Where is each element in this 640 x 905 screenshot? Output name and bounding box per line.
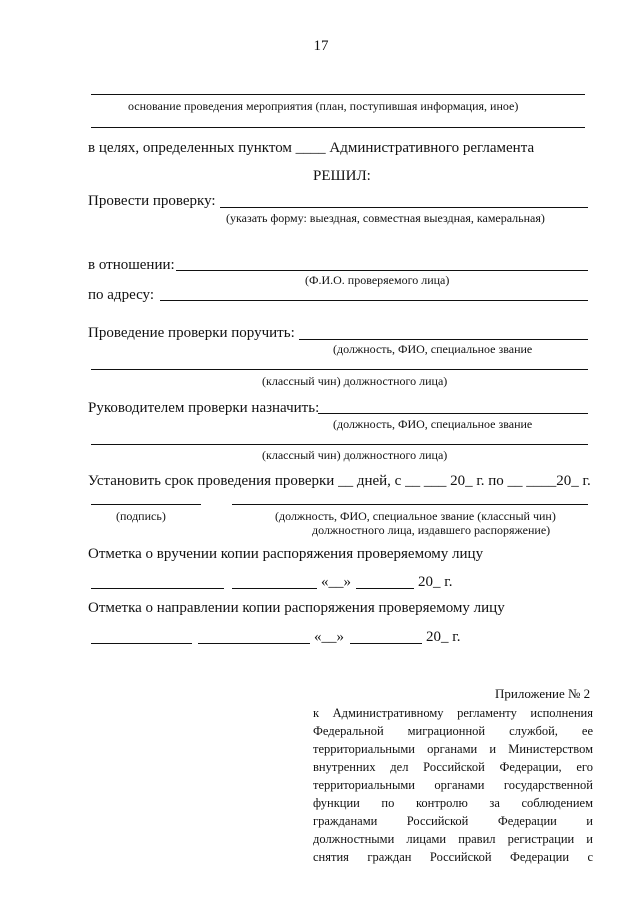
appendix-line: Федеральной миграционной службой, ее bbox=[313, 724, 593, 738]
delivery-label: Отметка о вручении копии распоряжения проверяемому лицу bbox=[88, 546, 484, 562]
conduct-field-line[interactable] bbox=[220, 207, 588, 208]
appendix-line: внутренних дел Российской Федерации, его bbox=[313, 760, 593, 774]
basis-caption: основание проведения мероприятия (план, поступившая информация, иное) bbox=[128, 99, 519, 113]
head-field-line[interactable] bbox=[318, 413, 588, 414]
decided-heading: РЕШИЛ: bbox=[313, 168, 371, 184]
head-label: Руководителем проверки назначить: bbox=[88, 400, 320, 416]
sending-line-2[interactable] bbox=[198, 643, 310, 644]
basis-line bbox=[91, 94, 585, 95]
conduct-caption: (указать форму: выездная, совместная выездная, камеральная) bbox=[226, 211, 545, 225]
appendix-line: должностными лицами правил регистрации и bbox=[313, 832, 593, 846]
assign-caption-1: (должность, ФИО, специальное звание bbox=[333, 342, 533, 356]
regarding-label: в отношении: bbox=[88, 257, 175, 273]
sending-date: «__» bbox=[314, 629, 344, 645]
appendix-line: гражданами Российской Федерации и bbox=[313, 814, 593, 828]
assign-field-line[interactable] bbox=[299, 339, 588, 340]
appendix-line: к Административному регламенту исполнения bbox=[313, 706, 593, 720]
appendix-line: территориальными органами государственной bbox=[313, 778, 593, 792]
conduct-label: Провести проверку: bbox=[88, 193, 216, 209]
signature-line[interactable] bbox=[91, 504, 201, 505]
regarding-caption: (Ф.И.О. проверяемого лица) bbox=[305, 273, 450, 287]
official-caption-1: (должность, ФИО, специальное звание (классный чин) bbox=[275, 509, 556, 523]
regarding-field-line[interactable] bbox=[176, 270, 588, 271]
head-caption-2: (классный чин) должностного лица) bbox=[262, 448, 448, 462]
official-caption-2: должностного лица, издавшего распоряжение) bbox=[312, 523, 551, 537]
sending-month-line[interactable] bbox=[350, 643, 422, 644]
assign-caption-2: (классный чин) должностного лица) bbox=[262, 374, 448, 388]
page-number: 17 bbox=[313, 38, 329, 54]
delivery-line-2[interactable] bbox=[232, 588, 317, 589]
sending-line-1[interactable] bbox=[91, 643, 192, 644]
assign-label: Проведение проверки поручить: bbox=[88, 325, 295, 341]
sending-label: Отметка о направлении копии распоряжения проверяемому лицу bbox=[88, 600, 505, 616]
signature-caption: (подпись) bbox=[116, 509, 166, 523]
appendix-line: территориальными органами и Министерством bbox=[313, 742, 593, 756]
sending-year: 20_ г. bbox=[426, 629, 461, 645]
head-caption-1: (должность, ФИО, специальное звание bbox=[333, 417, 533, 431]
purpose-line: в целях, определенных пунктом ____ Административного регламента bbox=[88, 140, 535, 156]
address-field-line[interactable] bbox=[160, 300, 588, 301]
appendix-text bbox=[313, 704, 593, 866]
address-label: по адресу: bbox=[88, 287, 155, 303]
head-field-line-2[interactable] bbox=[91, 444, 588, 445]
appendix-title: Приложение № 2 bbox=[495, 686, 591, 701]
appendix-line: снятия граждан Российской Федерации с bbox=[313, 850, 593, 864]
delivery-year: 20_ г. bbox=[418, 574, 453, 590]
delivery-line-1[interactable] bbox=[91, 588, 224, 589]
official-line[interactable] bbox=[232, 504, 588, 505]
basis-line-2 bbox=[91, 127, 585, 128]
delivery-month-line[interactable] bbox=[356, 588, 414, 589]
assign-field-line-2[interactable] bbox=[91, 369, 588, 370]
delivery-date: «__» bbox=[321, 574, 351, 590]
appendix-line: функции по контролю за соблюдением bbox=[313, 796, 593, 810]
term-line: Установить срок проведения проверки __ дней, с __ ___ 20_ г. по __ ____20_ г. bbox=[88, 473, 591, 489]
